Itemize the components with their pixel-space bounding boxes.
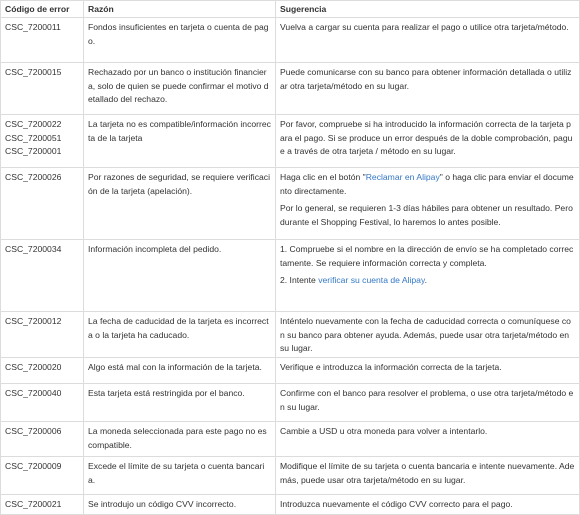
suggestion-text-part: 2. Intente bbox=[280, 275, 319, 286]
table-row bbox=[1, 63, 580, 115]
reason-cell: La moneda seleccionada para este pago no es compatible. bbox=[84, 422, 276, 457]
suggestion-text: Verifique e introduzca la información correcta de la tarjeta. bbox=[280, 362, 502, 373]
table-row bbox=[1, 18, 580, 63]
header-error-code: Código de error bbox=[1, 1, 84, 18]
error-code: CSC_7200026 bbox=[5, 172, 62, 183]
suggestion-text: Inténtelo nuevamente con la fecha de caducidad correcta o comuníquese con su banco para obtener ayuda. Además, puede usar otra tarjeta/método en su lugar. bbox=[280, 316, 571, 354]
suggestion-text bbox=[280, 274, 575, 287]
error-code: CSC_7200011 bbox=[5, 22, 61, 33]
suggestion-cell bbox=[276, 384, 580, 422]
reason-cell: Por razones de seguridad, se requiere verificación de la tarjeta (apelación). bbox=[84, 168, 276, 240]
suggestion-text: Introduzca nuevamente el código CVV correcto para el pago. bbox=[280, 499, 513, 510]
error-code-cell bbox=[1, 115, 84, 168]
table-row bbox=[1, 358, 580, 384]
suggestion-text-part: Haga clic en el botón " bbox=[280, 172, 366, 183]
reason-cell: Fondos insuficientes en tarjeta o cuenta de pago. bbox=[84, 18, 276, 63]
suggestion-text: Vuelva a cargar su cuenta para realizar el pago o utilice otra tarjeta/método. bbox=[280, 22, 569, 33]
suggestion-text: Cambie a USD u otra moneda para volver a intentarlo. bbox=[280, 426, 488, 437]
suggestion-cell bbox=[276, 63, 580, 115]
suggestion-cell bbox=[276, 457, 580, 495]
suggestion-text-part: " o haga clic para enviar el documento directamente. bbox=[280, 172, 574, 196]
reason-cell: Se introdujo un código CVV incorrecto. bbox=[84, 495, 276, 515]
error-code: CSC_7200009 bbox=[5, 461, 62, 472]
suggestion-cell bbox=[276, 18, 580, 63]
table-row bbox=[1, 168, 580, 240]
error-code-cell bbox=[1, 240, 84, 312]
error-code: CSC_7200034 bbox=[5, 244, 62, 255]
error-code: CSC_7200001 bbox=[5, 146, 62, 157]
reason-cell: La fecha de caducidad de la tarjeta es incorrecta o la tarjeta ha caducado. bbox=[84, 312, 276, 358]
suggestion-cell bbox=[276, 312, 580, 358]
error-code-cell bbox=[1, 18, 84, 63]
reason-cell: Rechazado por un banco o institución financiera, solo de quien se puede confirmar el motivo detallado del rechazo. bbox=[84, 63, 276, 115]
error-code-cell bbox=[1, 358, 84, 384]
table-row bbox=[1, 115, 580, 168]
error-code: CSC_7200020 bbox=[5, 362, 62, 373]
suggestion-cell bbox=[276, 495, 580, 515]
error-code: CSC_7200040 bbox=[5, 388, 62, 399]
suggestion-text: Modifique el límite de su tarjeta o cuenta bancaria e intente nuevamente. Además, puede usar otra tarjeta/método en su lugar. bbox=[280, 461, 575, 485]
suggestion-cell bbox=[276, 358, 580, 384]
table-row bbox=[1, 384, 580, 422]
table-row bbox=[1, 240, 580, 312]
header-reason: Razón bbox=[84, 1, 276, 18]
error-code: CSC_7200022 bbox=[5, 119, 62, 130]
suggestion-cell bbox=[276, 168, 580, 240]
error-code: CSC_7200021 bbox=[5, 499, 62, 510]
suggestion-text-part: . bbox=[424, 275, 427, 286]
verify-alipay-account-link[interactable]: verificar su cuenta de Alipay bbox=[318, 275, 425, 286]
table-header-row bbox=[1, 1, 580, 18]
error-code-cell bbox=[1, 168, 84, 240]
error-code: CSC_7200006 bbox=[5, 426, 62, 437]
error-code-cell bbox=[1, 495, 84, 515]
reason-cell: Esta tarjeta está restringida por el banco. bbox=[84, 384, 276, 422]
error-code: CSC_7200015 bbox=[5, 67, 62, 78]
error-code-cell bbox=[1, 312, 84, 358]
claim-in-alipay-link[interactable]: Reclamar en Alipay bbox=[365, 172, 440, 183]
error-code: CSC_7200051 bbox=[5, 132, 62, 143]
table-row bbox=[1, 312, 580, 358]
reason-cell: Información incompleta del pedido. bbox=[84, 240, 276, 312]
error-code-cell bbox=[1, 422, 84, 457]
table-row bbox=[1, 457, 580, 495]
reason-cell: Excede el límite de su tarjeta o cuenta bancaria. bbox=[84, 457, 276, 495]
table-row bbox=[1, 422, 580, 457]
table-row bbox=[1, 495, 580, 515]
suggestion-text: Puede comunicarse con su banco para obtener información detallada o utilizar otra tarjeta/método en su lugar. bbox=[280, 67, 572, 91]
error-code-cell bbox=[1, 457, 84, 495]
reason-cell: Algo está mal con la información de la tarjeta. bbox=[84, 358, 276, 384]
error-code: CSC_7200012 bbox=[5, 316, 62, 327]
suggestion-cell bbox=[276, 422, 580, 457]
suggestion-text: Por favor, compruebe si ha introducido la información correcta de la tarjeta para el pago. Si se produce un error después de la doble comprobación, pague a través de otra tarjeta / método en su lugar. bbox=[280, 119, 573, 157]
suggestion-cell bbox=[276, 240, 580, 312]
suggestion-note: Por lo general, se requieren 1-3 días hábiles para obtener un resultado. Pero durante el Shopping Festival, lo haremos lo antes posible. bbox=[280, 203, 573, 227]
suggestion-cell bbox=[276, 115, 580, 168]
reason-cell: La tarjeta no es compatible/información incorrecta de la tarjeta bbox=[84, 115, 276, 168]
suggestion-text bbox=[280, 171, 575, 198]
error-code-cell bbox=[1, 63, 84, 115]
suggestion-text: 1. Compruebe si el nombre en la dirección de envío se ha completado correctamente. Se requiere información correcta y completa. bbox=[280, 244, 574, 268]
error-code-cell bbox=[1, 384, 84, 422]
header-suggestion: Sugerencia bbox=[276, 1, 580, 18]
suggestion-text: Confirme con el banco para resolver el problema, o use otra tarjeta/método en su lugar. bbox=[280, 388, 574, 412]
